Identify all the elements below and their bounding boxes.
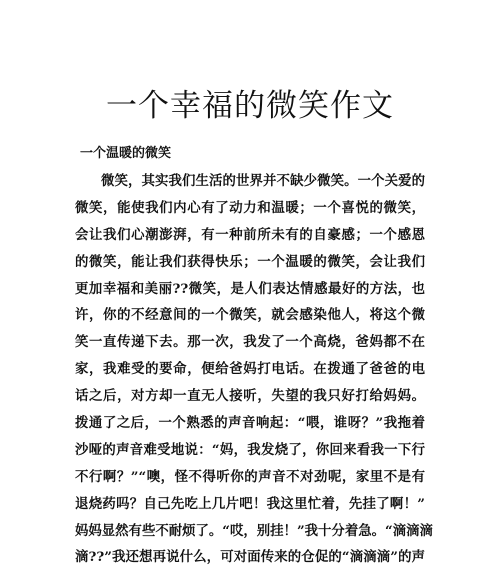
body-line: 不行啊？”“噢，怪不得听你的声音不对劲呢，家里不是有 [75, 468, 425, 485]
body-line: 退烧药吗？自己先吃上几片吧！我这里忙着，先挂了啊！” [75, 495, 425, 512]
body-line: 会让我们心潮澎湃，有一种前所未有的自豪感；一个感恩 [75, 226, 425, 243]
body-line: 的微笑，能让我们获得快乐；一个温暖的微笑，会让我们 [75, 253, 425, 270]
body-line: 妈妈显然有些不耐烦了。“哎，别挂！”我十分着急。“滴滴滴 [75, 522, 433, 539]
body-line: 拨通了之后，一个熟悉的声音响起：“喂，谁呀？”我拖着 [75, 415, 425, 432]
document-subtitle: 一个温暖的微笑 [80, 146, 172, 161]
body-line: 话之后，对方却一直无人接听，失望的我只好打给妈妈。 [75, 388, 425, 405]
body-line: 笑一直传递下去。那一次，我发了一个高烧，爸妈都不在 [75, 334, 425, 351]
document-body [75, 168, 433, 565]
body-line: 更加幸福和美丽??微笑，是人们表达情感最好的方法，也 [75, 280, 425, 297]
body-line: 微笑，能使我们内心有了动力和温暖；一个喜悦的微笑， [75, 199, 425, 216]
body-line: 许，你的不经意间的一个微笑，就会感染他人，将这个微 [75, 307, 425, 324]
body-line: 滴??”我还想再说什么，可对面传来的仓促的“滴滴滴”的声 [75, 549, 425, 565]
body-line: 微笑，其实我们生活的世界并不缺少微笑。一个关爱的 [101, 173, 425, 189]
body-line: 家，我难受的要命，便给爸妈打电话。在拨通了爸爸的电 [75, 361, 425, 378]
body-line: 沙哑的声音难受地说：“妈，我发烧了，你回来看我一下行 [75, 441, 425, 458]
document-title: 一个幸福的微笑作文 [106, 88, 394, 124]
